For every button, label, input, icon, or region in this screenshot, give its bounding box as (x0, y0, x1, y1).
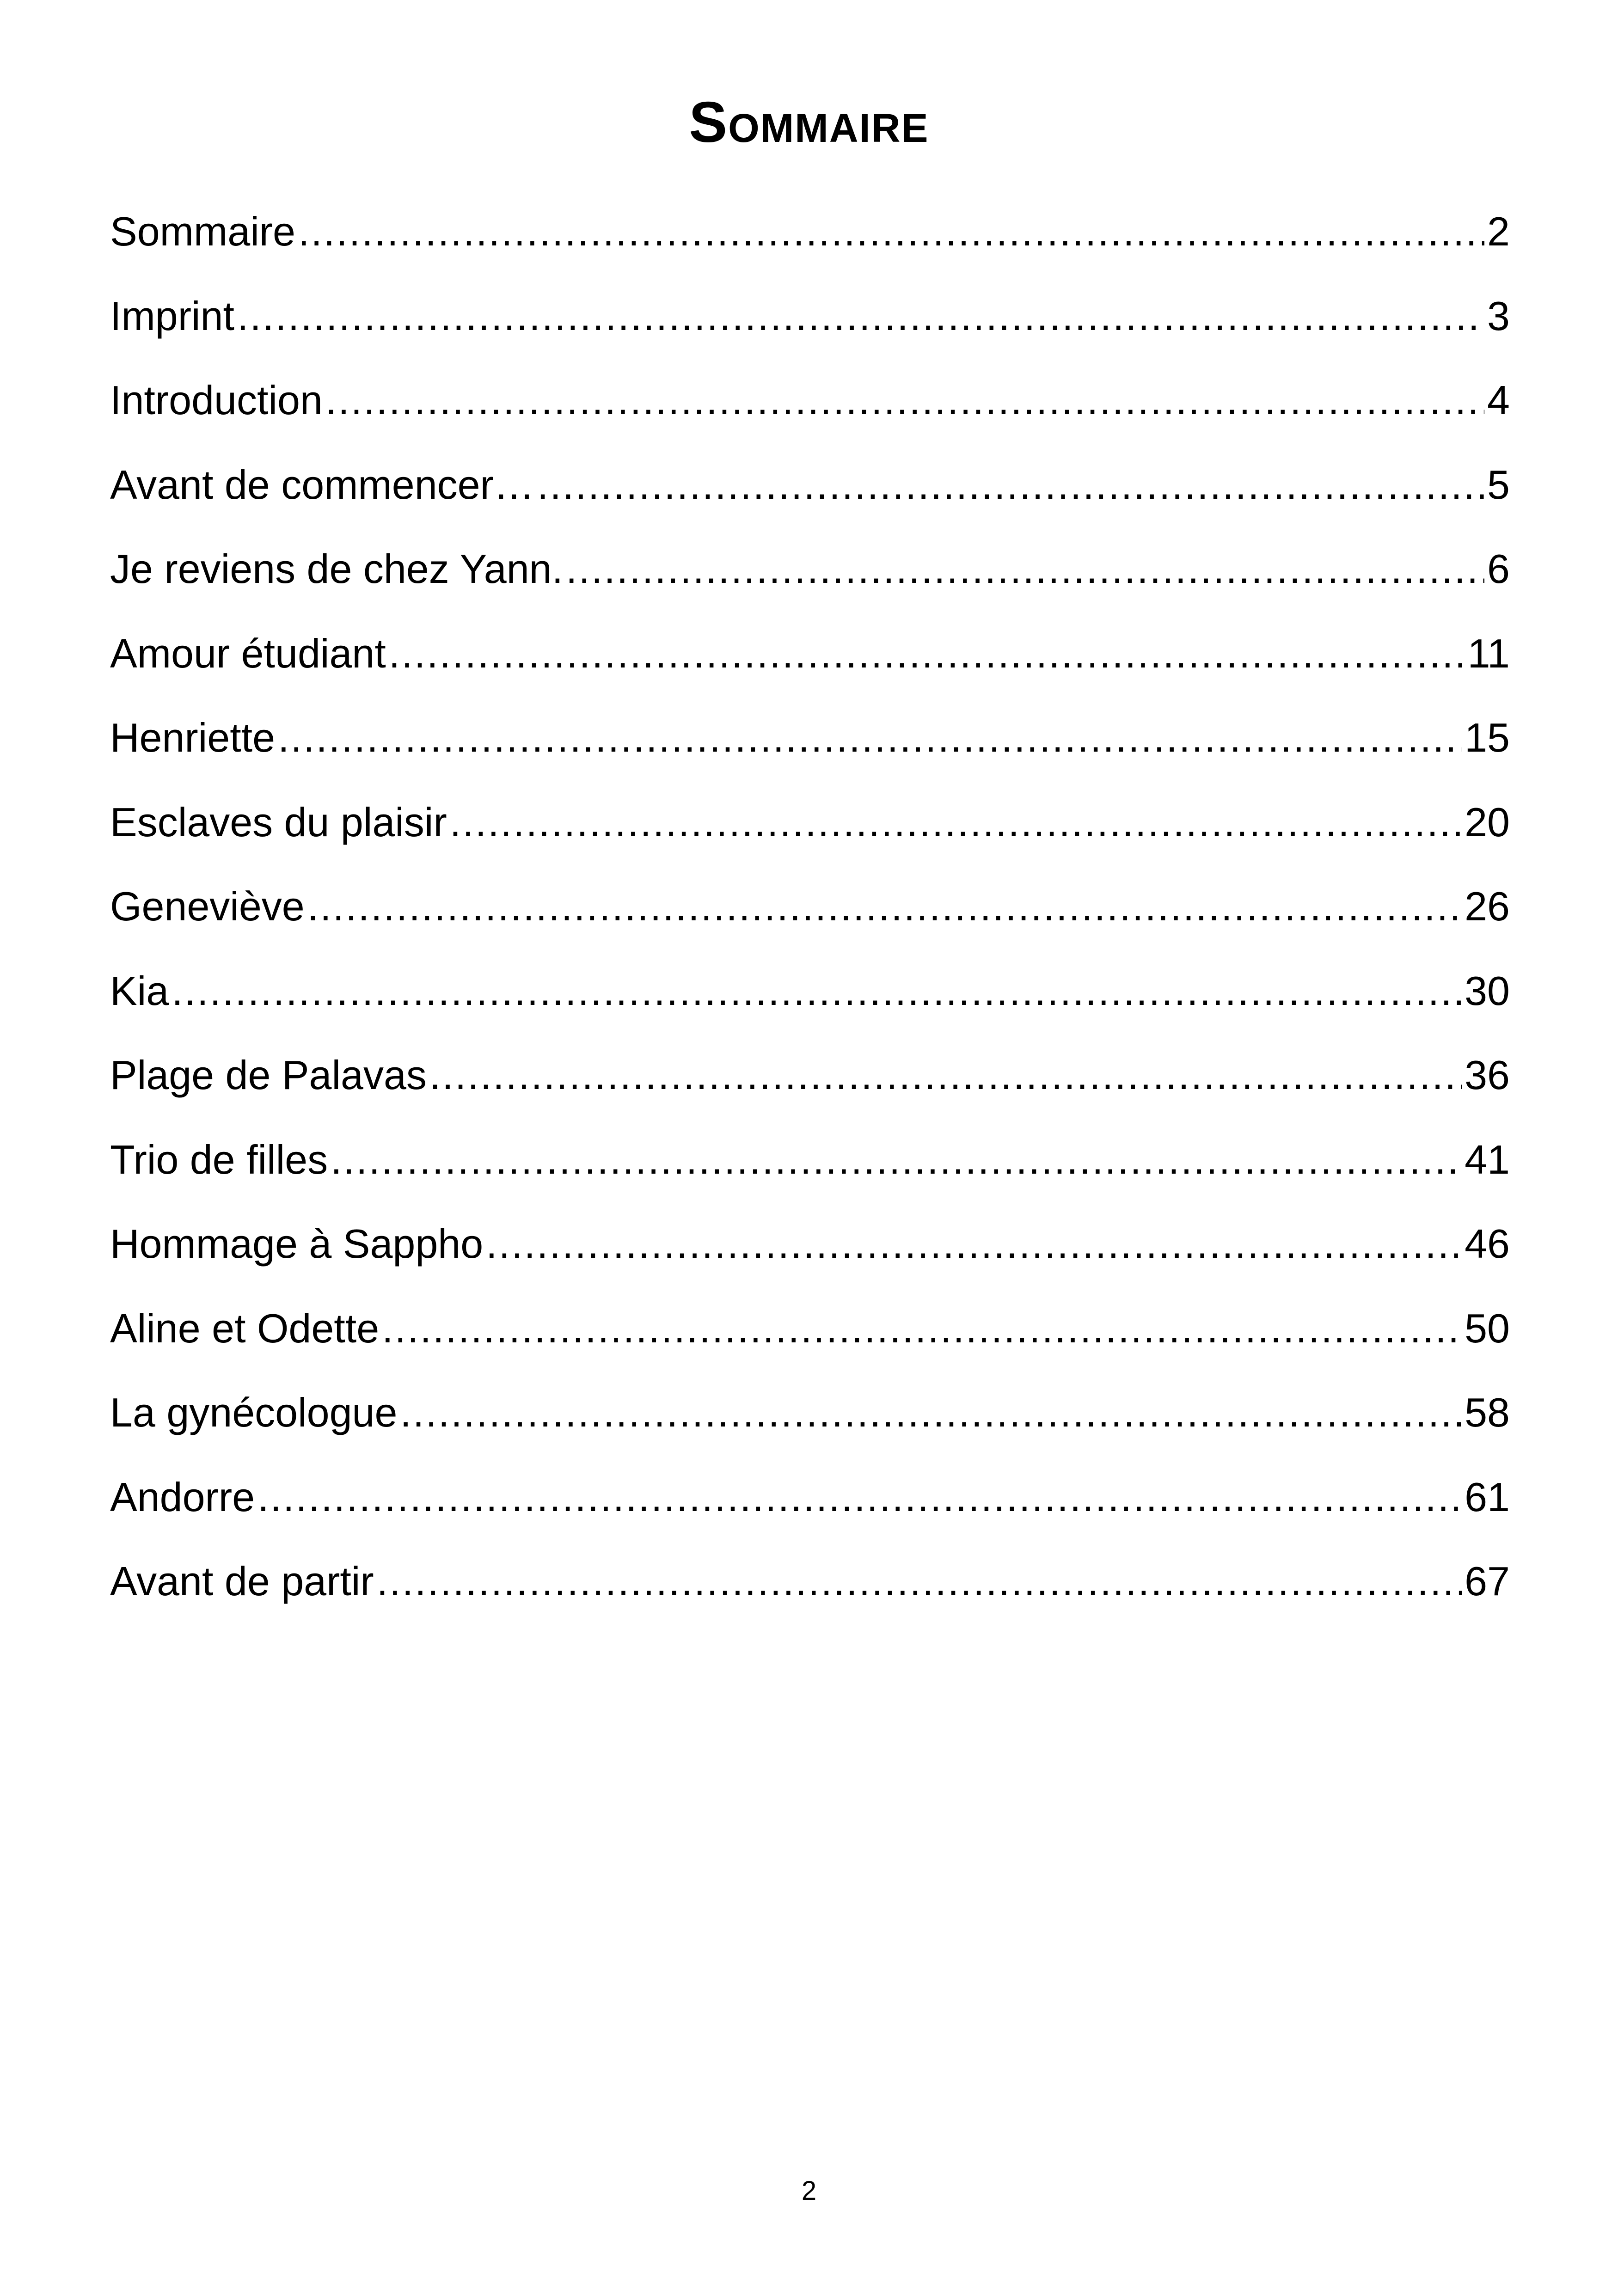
toc-entry-page: 4 (1487, 377, 1510, 423)
toc-entry-label: Sommaire (110, 208, 295, 254)
toc-entry-label: Henriette (110, 715, 276, 760)
toc-entry (110, 708, 1510, 792)
toc-entry-label: Introduction (110, 377, 323, 423)
toc-entry-page: 46 (1465, 1221, 1510, 1267)
toc-entry-label: Kia (110, 967, 169, 1014)
page-number: 2 (801, 2176, 817, 2206)
toc-entry-label: Andorre (110, 1474, 255, 1520)
toc-leader-dots (257, 1467, 1462, 1527)
toc-entry-page: 41 (1465, 1136, 1510, 1182)
toc-entry-label: Hommage à Sappho (110, 1221, 484, 1267)
toc-entry-page: 20 (1465, 799, 1510, 845)
toc-entry-page: 11 (1467, 630, 1510, 676)
toc-leader-dots (331, 1130, 1462, 1190)
toc-entry-label: Amour étudiant (110, 630, 386, 676)
toc-leader-dots (566, 539, 1484, 599)
toc-entry (110, 455, 1510, 539)
toc-leader-dots (298, 202, 1484, 262)
toc-entry (110, 876, 1510, 961)
toc-entry-page: 58 (1465, 1390, 1510, 1435)
table-of-contents (110, 202, 1510, 1636)
toc-entry (110, 1383, 1510, 1467)
toc-entry (110, 1214, 1510, 1298)
toc-entry-label: Imprint (110, 293, 234, 339)
toc-entry-page: 6 (1487, 546, 1510, 592)
toc-leader-dots (307, 876, 1462, 937)
toc-leader-dots (325, 370, 1484, 430)
toc-entry (110, 624, 1510, 708)
toc-entry (110, 202, 1510, 286)
toc-leader-dots (237, 286, 1484, 346)
toc-entry-page: 15 (1465, 715, 1510, 760)
toc-entry-page: 30 (1465, 967, 1510, 1014)
toc-leader-dots (429, 1045, 1462, 1105)
toc-leader-dots (400, 1383, 1462, 1443)
toc-leader-dots (172, 961, 1462, 1021)
toc-entry (110, 286, 1510, 371)
toc-entry-label: Plage de Palavas (110, 1052, 427, 1098)
toc-entry-label: Trio de filles (110, 1136, 328, 1182)
page-title: Sommaire (689, 91, 929, 154)
toc-leader-dots (450, 792, 1462, 852)
toc-leader-dots (486, 1214, 1462, 1274)
toc-entry-label: Avant de commencer… (110, 461, 534, 508)
toc-entry (110, 1130, 1510, 1214)
toc-entry-page: 2 (1487, 208, 1510, 254)
toc-entry (110, 370, 1510, 455)
toc-leader-dots (278, 708, 1462, 768)
toc-leader-dots (537, 455, 1484, 515)
toc-leader-dots (389, 624, 1465, 684)
toc-entry-page: 3 (1487, 293, 1510, 339)
toc-entry (110, 961, 1510, 1046)
toc-entry-page: 26 (1465, 883, 1510, 929)
toc-entry (110, 1551, 1510, 1636)
toc-entry-page: 36 (1465, 1052, 1510, 1098)
toc-entry (110, 792, 1510, 877)
toc-entry-label: Avant de partir (110, 1558, 374, 1604)
toc-entry-page: 50 (1465, 1305, 1510, 1351)
toc-entry-page: 67 (1465, 1558, 1510, 1604)
toc-entry-label: Aline et Odette (110, 1305, 380, 1351)
toc-entry-label: Geneviève (110, 883, 305, 929)
toc-entry (110, 1467, 1510, 1552)
toc-entry-label: La gynécologue (110, 1390, 398, 1435)
toc-entry (110, 539, 1510, 624)
toc-leader-dots (377, 1551, 1462, 1611)
toc-entry (110, 1298, 1510, 1383)
toc-entry (110, 1045, 1510, 1130)
toc-entry-label: Je reviens de chez Yann. (110, 546, 564, 592)
toc-leader-dots (382, 1298, 1462, 1359)
toc-entry-label: Esclaves du plaisir (110, 799, 447, 845)
toc-entry-page: 61 (1465, 1474, 1510, 1520)
toc-entry-page: 5 (1487, 461, 1510, 508)
